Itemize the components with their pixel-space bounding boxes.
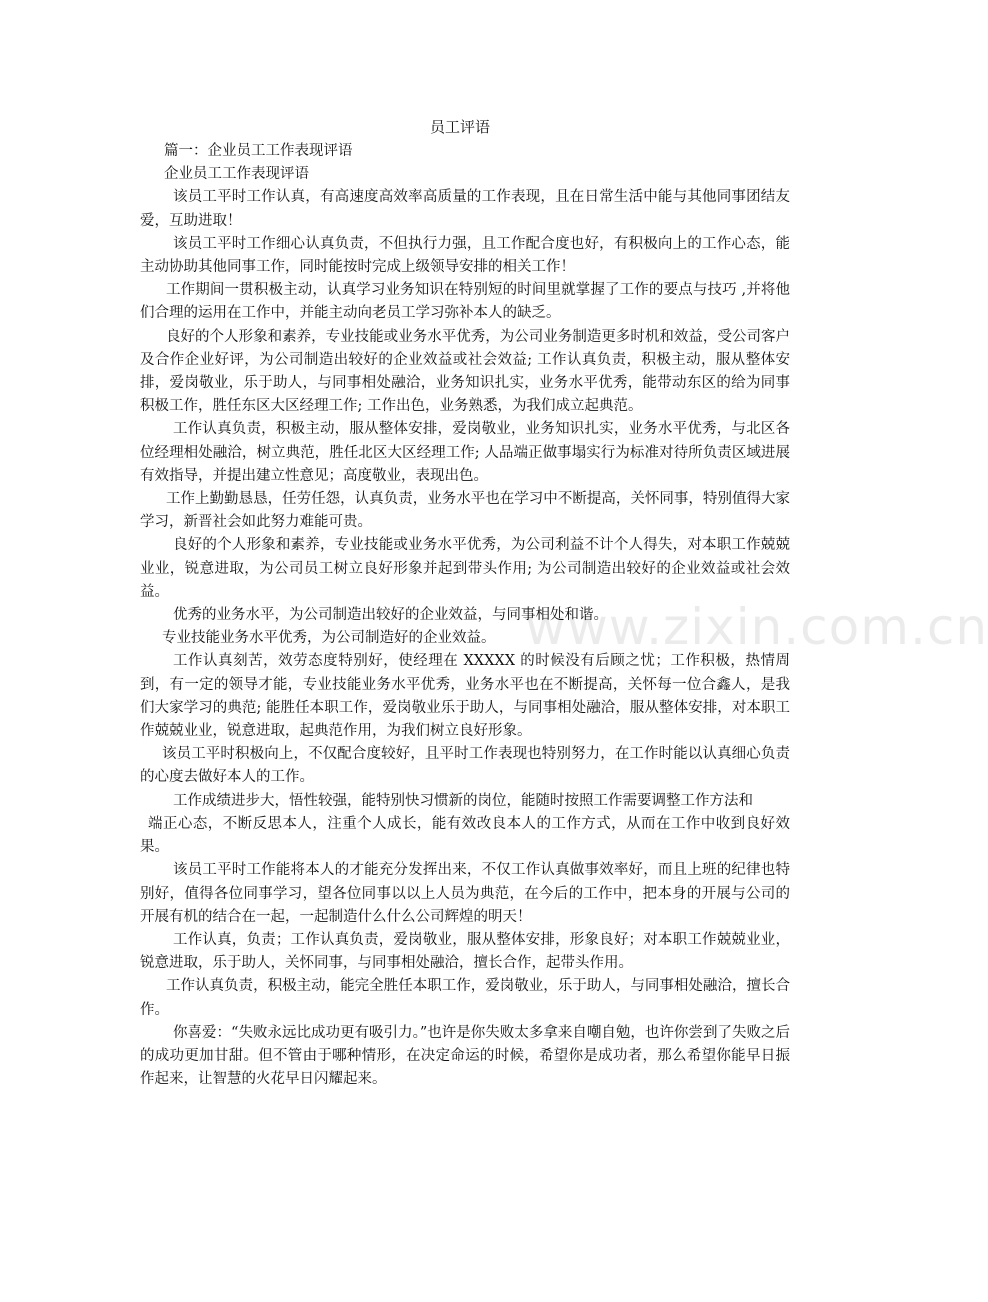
paragraph: 端正心态，不断反思本人，注重个人成长，能有效改良本人的工作方式，从而在工作中收到良好效果。	[140, 815, 790, 856]
document-title: 员工评语	[429, 118, 490, 136]
paragraph: 工作成绩进步大，悟性较强，能特别快习惯新的岗位，能随时按照工作需要调整工作方法和	[173, 792, 753, 809]
paragraph: 专业技能业务水平优秀，为公司制造好的企业效益。	[162, 630, 496, 647]
paragraph: 该员工平时积极向上，不仅配合度较好，且平时工作表现也特别努力，在工作时能以认真细心负责的心度去做好本人的工作。	[140, 746, 790, 786]
paragraph: 你喜爱：“失败永远比成功更有吸引力。”也许是你失败太多拿来自嘲自勉，也许你尝到了失败之后的成功更加甘甜。但不管由于哪种情形，在决定命运的时候，希望你是成功者，那么希望你能早日振作起来，让智慧的火花早日闪耀起来。	[140, 1024, 790, 1088]
watermark: www.zixin.com.cn	[525, 598, 988, 656]
paragraph: 工作认真，负责；工作认真负责，爱岗敬业，服从整体安排，形象良好；对本职工作兢兢业业，锐意进取，乐于助人，关怀同事，与同事相处融洽，擅长合作，起带头作用。	[140, 931, 790, 972]
paragraph: 该员工平时工作细心认真负责，不但执行力强，且工作配合度也好，有积极向上的工作心态，能主动协助其他同事工作，同时能按时完成上级领导安排的相关工作！	[140, 235, 790, 276]
paragraph: 良好的个人形象和素养，专业技能或业务水平优秀，为公司业务制造更多时机和效益，受公司客户及合作企业好评，为公司制造出较好的企业效益或社会效益; 工作认真负责，积极主动，服从整体安排，爱岗敬业，乐于助人，与同事相处融洽，业务知识扎实，业务水平优秀，能带动东区的给为同事积极工作，胜任东区大区经理工作; 工作出色，业务熟悉，为我们成立起典范。	[140, 328, 790, 415]
paragraph: 工作上勤勤恳恳，任劳任怨，认真负责，业务水平也在学习中不断提高，关怀同事，特别值得大家学习，新晋社会如此努力难能可贵。	[140, 491, 790, 531]
paragraph: 工作认真负责，积极主动，能完全胜任本职工作，爱岗敬业，乐于助人，与同事相处融洽，擅长合作。	[140, 978, 790, 1018]
subheading: 企业员工工作表现评语	[164, 166, 309, 183]
document-body	[140, 140, 790, 1091]
paragraph: 工作期间一贯积极主动，认真学习业务知识在特别短的时间里就掌握了工作的要点与技巧 ,并将他们合理的运用在工作中，并能主动向老员工学习弥补本人的缺乏。	[140, 282, 790, 322]
paragraph: 工作认真负责，积极主动，服从整体安排，爱岗敬业，业务知识扎实，业务水平优秀，与北区各位经理相处融洽，树立典范，胜任北区大区经理工作; 人品端正做事塌实行为标准对待所负责区域进展有效指导，并提出建立性意见；高度敬业，表现出色。	[140, 421, 790, 484]
paragraph: 工作认真刻苦，效劳态度特别好，使经理在 XXXXX 的时候没有后顾之忧；工作积极，热情周到，有一定的领导才能，专业技能业务水平优秀，业务水平也在不断提高，关怀每一位合鑫人，是我们大家学习的典范; 能胜任本职工作，爱岗敬业乐于助人，与同事相处融洽，服从整体安排，对本职工作兢兢业业，锐意进取，起典范作用，为我们树立良好形象。	[140, 653, 790, 740]
paragraph: 优秀的业务水平，为公司制造出较好的企业效益，与同事相处和谐。	[173, 607, 608, 624]
paragraph: 该员工平时工作认真，有高速度高效率高质量的工作表现，且在日常生活中能与其他同事团结友爱，互助进取！	[140, 189, 790, 229]
paragraph: 该员工平时工作能将本人的才能充分发挥出来，不仅工作认真做事效率好，而且上班的纪律也特别好，值得各位同事学习，望各位同事以以上人员为典范，在今后的工作中，把本身的开展与公司的开展有机的结合在一起，一起制造什么什么公司辉煌的明天！	[140, 862, 790, 925]
section-heading: 篇一：企业员工工作表现评语	[164, 143, 353, 159]
paragraph: 良好的个人形象和素养，专业技能或业务水平优秀，为公司利益不计个人得失，对本职工作兢兢业业，锐意进取，为公司员工树立良好形象并起到带头作用; 为公司制造出较好的企业效益或社会效益。	[140, 537, 790, 600]
